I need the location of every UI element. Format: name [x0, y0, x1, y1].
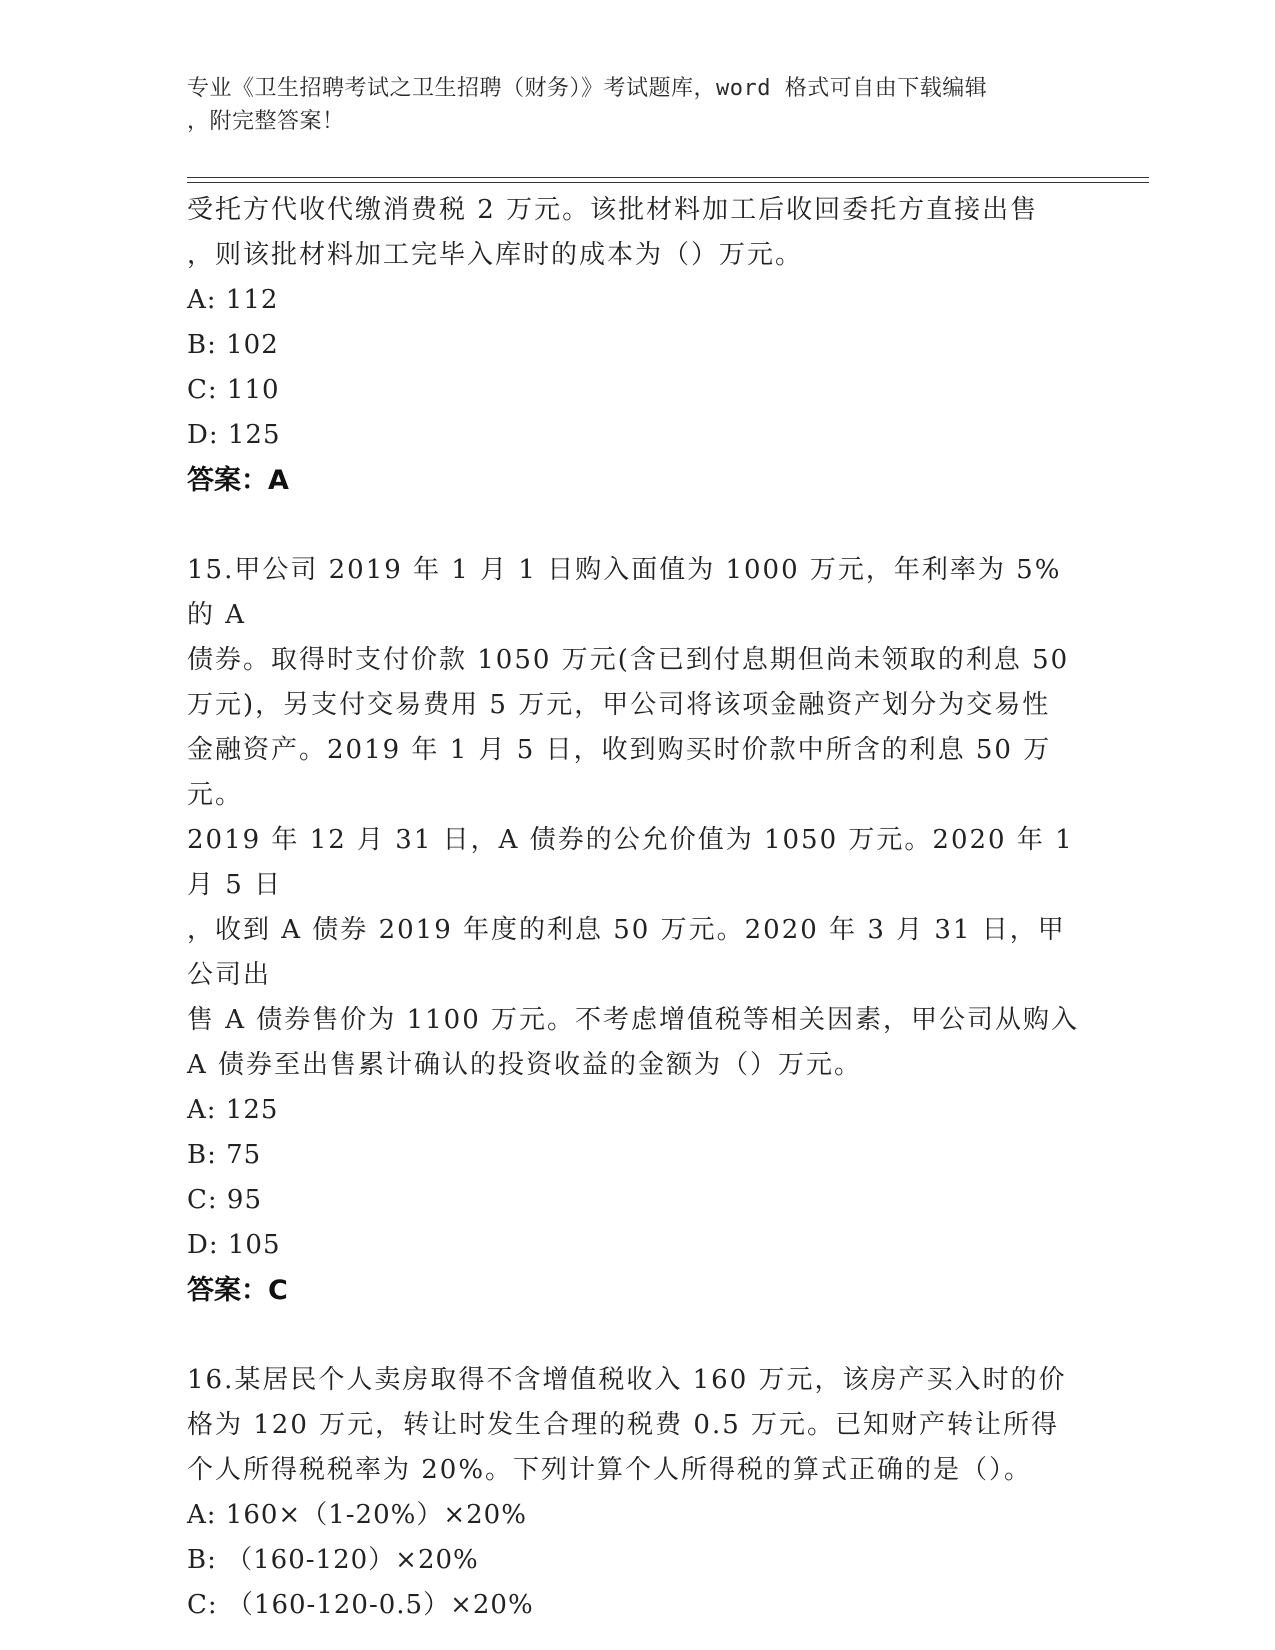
question-15-text-line-5: 2019 年 12 月 31 日，A 债券的公允价值为 1050 万元。2020 年 1 月 5 日 [187, 825, 1074, 900]
question-16-text-line-1: 16.某居民个人卖房取得不含增值税收入 160 万元，该房产买入时的价 [187, 1365, 1067, 1395]
header-title-line-2: ，附完整答案！ [187, 109, 345, 134]
question-16-option-a: A: 160×（1-20%）×20% [187, 1500, 527, 1530]
question-16-text-line-2: 格为 120 万元，转让时发生合理的税费 0.5 万元。已知财产转让所得 [187, 1410, 1060, 1440]
question-15-text-line-8: A 债券至出售累计确认的投资收益的金额为（）万元。 [187, 1050, 863, 1080]
question-15-option-b: B: 75 [187, 1140, 262, 1170]
header-title-line-1: 专业《卫生招聘考试之卫生招聘（财务）》考试题库，word 格式可自由下载编辑 [187, 76, 988, 101]
question-14-option-a: A: 112 [187, 285, 279, 315]
question-15-text-line-1: 15.甲公司 2019 年 1 月 1 日购入面值为 1000 万元，年利率为 5%的 A [187, 555, 1062, 630]
question-15-option-c: C: 95 [187, 1185, 263, 1215]
question-14-option-c: C: 110 [187, 375, 280, 405]
question-14-text-line-2: ，则该批材料加工完毕入库时的成本为（）万元。 [187, 240, 804, 270]
question-14-option-d: D: 125 [187, 420, 281, 450]
document-body [187, 188, 1082, 1628]
document-header [187, 72, 1067, 138]
question-14 [187, 188, 1082, 503]
question-15-text-line-6: ，收到 A 债券 2019 年度的利息 50 万元。2020 年 3 月 31 日，甲公司出 [187, 915, 1066, 990]
header-divider-top [187, 177, 1149, 178]
question-16-option-b: B: （160-120）×20% [187, 1545, 479, 1575]
spacer [187, 1313, 1082, 1358]
question-15-option-d: D: 105 [187, 1230, 281, 1260]
question-14-text-line-1: 受托方代收代缴消费税 2 万元。该批材料加工后收回委托方直接出售 [187, 195, 1039, 225]
question-15 [187, 548, 1082, 1313]
question-16-option-c: C: （160-120-0.5）×20% [187, 1590, 534, 1620]
question-15-option-a: A: 125 [187, 1095, 279, 1125]
header-divider-bottom [187, 182, 1149, 183]
question-16 [187, 1358, 1082, 1628]
question-15-text-line-4: 金融资产。2019 年 1 月 5 日，收到购买时价款中所含的利息 50 万元。 [187, 735, 1052, 810]
question-15-text-line-2: 债券。取得时支付价款 1050 万元(含已到付息期但尚未领取的利息 50 [187, 645, 1070, 675]
spacer [187, 503, 1082, 548]
question-16-text-line-3: 个人所得税税率为 20%。下列计算个人所得税的算式正确的是（）。 [187, 1455, 1033, 1485]
question-15-text-line-7: 售 A 债券售价为 1100 万元。不考虑增值税等相关因素，甲公司从购入 [187, 1005, 1080, 1035]
question-14-answer: 答案：A [187, 465, 289, 496]
question-15-text-line-3: 万元)，另支付交易费用 5 万元，甲公司将该项金融资产划分为交易性 [187, 690, 1051, 720]
question-14-option-b: B: 102 [187, 330, 279, 360]
question-15-answer: 答案：C [187, 1275, 288, 1306]
